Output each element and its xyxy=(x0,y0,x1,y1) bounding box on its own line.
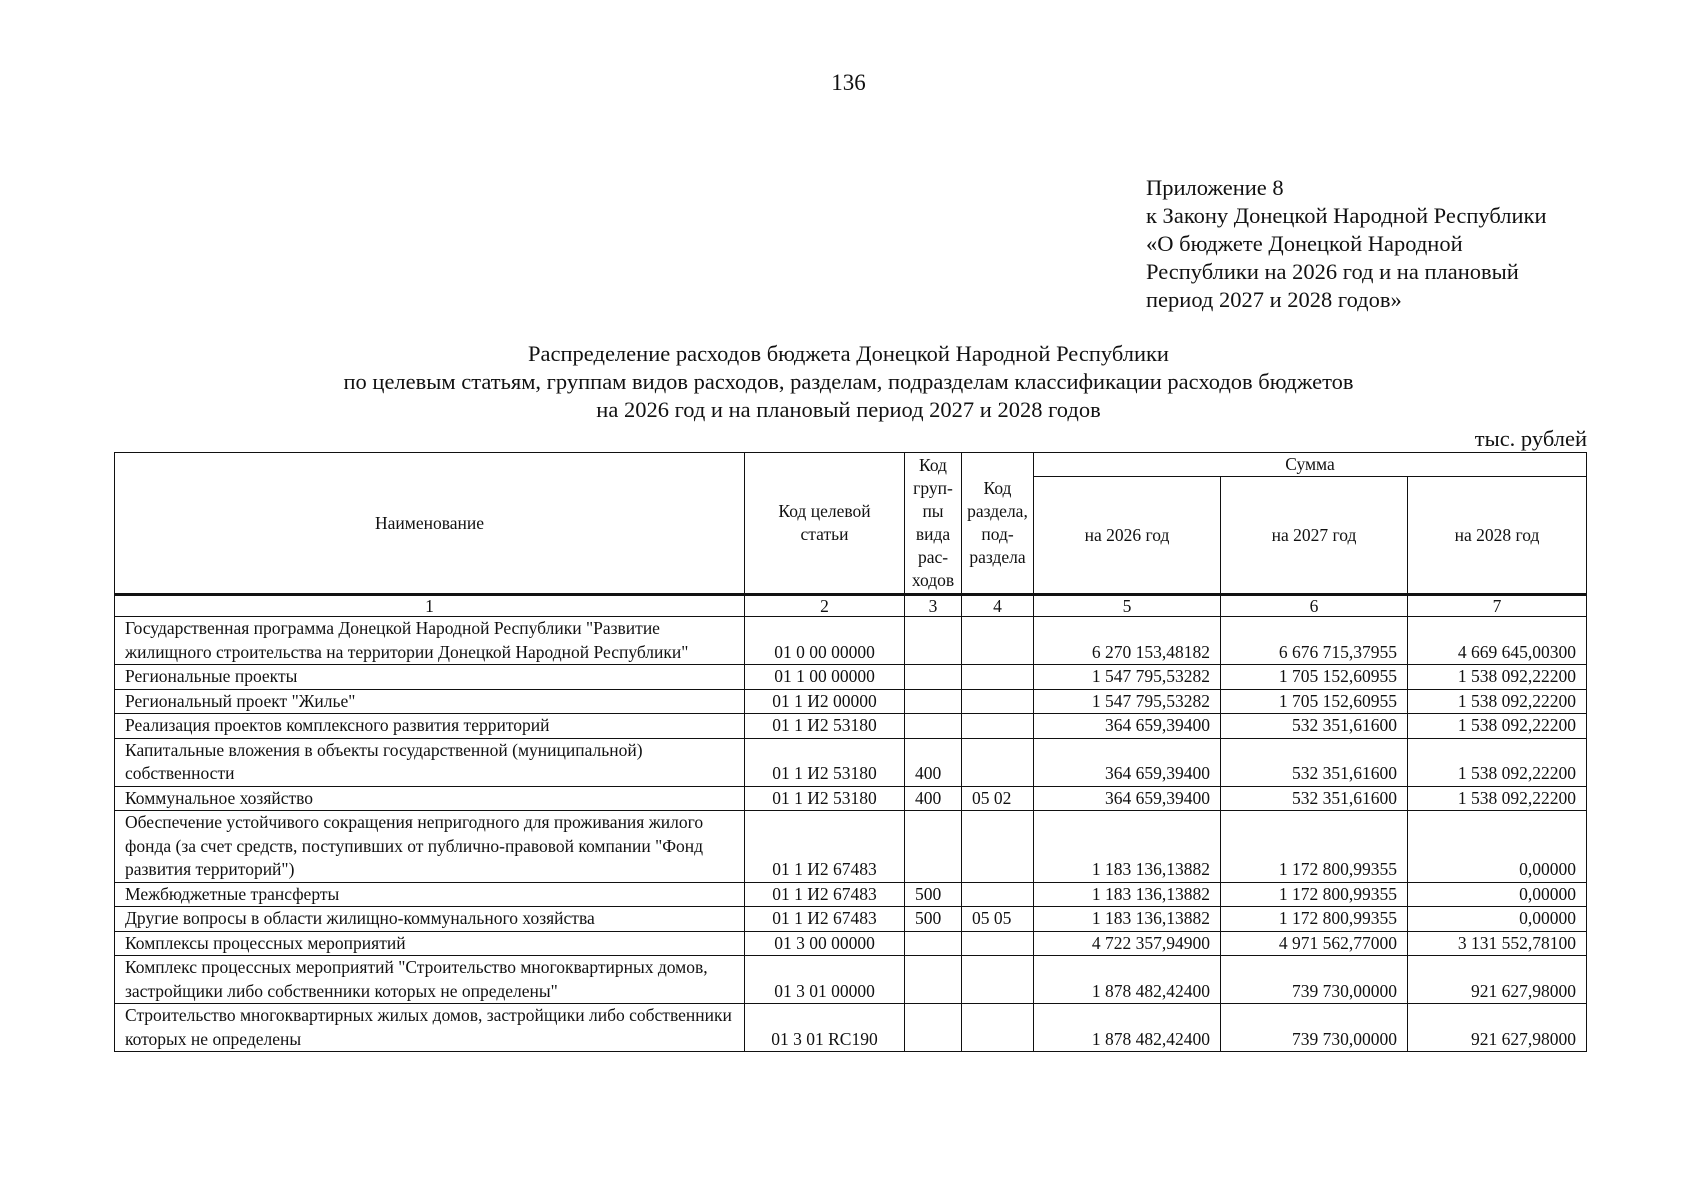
row-group-code: 400 xyxy=(905,738,962,786)
row-amount-2026: 364 659,39400 xyxy=(1034,714,1221,739)
row-amount-2028: 0,00000 xyxy=(1408,882,1587,907)
column-number: 3 xyxy=(905,595,962,617)
title-line: Распределение расходов бюджета Донецкой Народной Республики xyxy=(528,341,1169,366)
row-section-code xyxy=(962,738,1034,786)
row-amount-2028: 4 669 645,00300 xyxy=(1408,617,1587,665)
appendix-line: период 2027 и 2028 годов» xyxy=(1146,287,1402,312)
header-name: Наименование xyxy=(115,453,745,595)
row-group-code: 500 xyxy=(905,907,962,932)
row-section-code xyxy=(962,1004,1034,1052)
row-section-code xyxy=(962,714,1034,739)
row-amount-2028: 1 538 092,22200 xyxy=(1408,738,1587,786)
budget-table xyxy=(114,452,1587,1052)
row-amount-2026: 1 547 795,53282 xyxy=(1034,665,1221,690)
row-target-code: 01 3 01 RC190 xyxy=(745,1004,905,1052)
row-name: Комплексы процессных мероприятий xyxy=(115,931,745,956)
row-amount-2027: 6 676 715,37955 xyxy=(1221,617,1408,665)
row-group-code xyxy=(905,811,962,883)
header-year-2026: на 2026 год xyxy=(1034,477,1221,595)
table-row xyxy=(115,714,1587,739)
row-target-code: 01 1 00 00000 xyxy=(745,665,905,690)
row-amount-2026: 364 659,39400 xyxy=(1034,738,1221,786)
row-group-code xyxy=(905,1004,962,1052)
row-target-code: 01 1 И2 53180 xyxy=(745,714,905,739)
row-amount-2026: 6 270 153,48182 xyxy=(1034,617,1221,665)
header-year-2028: на 2028 год xyxy=(1408,477,1587,595)
table-row xyxy=(115,689,1587,714)
row-target-code: 01 1 И2 53180 xyxy=(745,786,905,811)
table-row xyxy=(115,882,1587,907)
row-group-code xyxy=(905,931,962,956)
row-amount-2028: 1 538 092,22200 xyxy=(1408,689,1587,714)
table-row xyxy=(115,907,1587,932)
table-row xyxy=(115,786,1587,811)
row-amount-2027: 4 971 562,77000 xyxy=(1221,931,1408,956)
row-amount-2028: 3 131 552,78100 xyxy=(1408,931,1587,956)
row-name: Межбюджетные трансферты xyxy=(115,882,745,907)
row-target-code: 01 3 01 00000 xyxy=(745,956,905,1004)
row-amount-2027: 739 730,00000 xyxy=(1221,956,1408,1004)
row-section-code xyxy=(962,956,1034,1004)
row-amount-2027: 1 705 152,60955 xyxy=(1221,689,1408,714)
row-name: Другие вопросы в области жилищно-коммунального хозяйства xyxy=(115,907,745,932)
row-target-code: 01 1 И2 00000 xyxy=(745,689,905,714)
row-amount-2026: 1 183 136,13882 xyxy=(1034,907,1221,932)
appendix-line: «О бюджете Донецкой Народной xyxy=(1146,231,1463,256)
row-name: Капитальные вложения в объекты государственной (муниципальной) собственности xyxy=(115,738,745,786)
page-number: 136 xyxy=(831,70,866,95)
row-amount-2027: 1 172 800,99355 xyxy=(1221,811,1408,883)
header-sum: Сумма xyxy=(1034,453,1587,477)
row-section-code xyxy=(962,882,1034,907)
title-line: по целевым статьям, группам видов расходов, разделам, подразделам классификации расходов бюджетов xyxy=(343,369,1354,394)
row-amount-2028: 1 538 092,22200 xyxy=(1408,665,1587,690)
row-name: Обеспечение устойчивого сокращения непригодного для проживания жилого фонда (за счет средств, поступивших от публично-правовой компании "Фонд развития территорий") xyxy=(115,811,745,883)
row-amount-2026: 1 878 482,42400 xyxy=(1034,956,1221,1004)
row-amount-2028: 921 627,98000 xyxy=(1408,1004,1587,1052)
appendix-line: Республики на 2026 год и на плановый xyxy=(1146,259,1519,284)
row-amount-2028: 1 538 092,22200 xyxy=(1408,714,1587,739)
row-section-code xyxy=(962,931,1034,956)
row-amount-2027: 739 730,00000 xyxy=(1221,1004,1408,1052)
row-name: Строительство многоквартирных жилых домов, застройщики либо собственники которых не определены xyxy=(115,1004,745,1052)
row-target-code: 01 1 И2 67483 xyxy=(745,882,905,907)
appendix-line: Приложение 8 xyxy=(1146,175,1284,200)
row-amount-2026: 1 183 136,13882 xyxy=(1034,882,1221,907)
row-amount-2028: 921 627,98000 xyxy=(1408,956,1587,1004)
row-section-code xyxy=(962,665,1034,690)
row-target-code: 01 1 И2 67483 xyxy=(745,811,905,883)
row-group-code xyxy=(905,617,962,665)
column-number: 6 xyxy=(1221,595,1408,617)
table-row xyxy=(115,665,1587,690)
row-amount-2028: 0,00000 xyxy=(1408,811,1587,883)
column-number: 5 xyxy=(1034,595,1221,617)
row-amount-2026: 364 659,39400 xyxy=(1034,786,1221,811)
header-target-code: Код целевой статьи xyxy=(745,453,905,595)
row-name: Комплекс процессных мероприятий "Строительство многоквартирных домов, застройщики либо собственники которых не определены" xyxy=(115,956,745,1004)
header-section-code: Код раздела, под-раздела xyxy=(962,453,1034,595)
row-amount-2027: 532 351,61600 xyxy=(1221,714,1408,739)
row-section-code xyxy=(962,689,1034,714)
appendix-note xyxy=(1146,174,1666,314)
row-amount-2026: 1 547 795,53282 xyxy=(1034,689,1221,714)
row-group-code xyxy=(905,689,962,714)
table-row xyxy=(115,956,1587,1004)
row-amount-2026: 4 722 357,94900 xyxy=(1034,931,1221,956)
row-section-code: 05 02 xyxy=(962,786,1034,811)
row-group-code: 400 xyxy=(905,786,962,811)
row-group-code xyxy=(905,956,962,1004)
row-group-code: 500 xyxy=(905,882,962,907)
row-name: Региональный проект "Жилье" xyxy=(115,689,745,714)
row-section-code: 05 05 xyxy=(962,907,1034,932)
row-name: Государственная программа Донецкой Народной Республики "Развитие жилищного строительства на территории Донецкой Народной Республики" xyxy=(115,617,745,665)
table-row xyxy=(115,811,1587,883)
row-amount-2026: 1 183 136,13882 xyxy=(1034,811,1221,883)
appendix-line: к Закону Донецкой Народной Республики xyxy=(1146,203,1547,228)
row-section-code xyxy=(962,617,1034,665)
row-name: Коммунальное хозяйство xyxy=(115,786,745,811)
row-section-code xyxy=(962,811,1034,883)
row-amount-2028: 0,00000 xyxy=(1408,907,1587,932)
row-name: Реализация проектов комплексного развития территорий xyxy=(115,714,745,739)
units-label: тыс. рублей xyxy=(1474,426,1587,451)
table-row xyxy=(115,738,1587,786)
row-amount-2027: 532 351,61600 xyxy=(1221,738,1408,786)
column-number: 1 xyxy=(115,595,745,617)
row-amount-2027: 532 351,61600 xyxy=(1221,786,1408,811)
column-number: 7 xyxy=(1408,595,1587,617)
row-target-code: 01 1 И2 53180 xyxy=(745,738,905,786)
row-target-code: 01 3 00 00000 xyxy=(745,931,905,956)
row-group-code xyxy=(905,665,962,690)
table-row xyxy=(115,617,1587,665)
table-row xyxy=(115,931,1587,956)
row-amount-2027: 1 705 152,60955 xyxy=(1221,665,1408,690)
column-number: 4 xyxy=(962,595,1034,617)
row-target-code: 01 1 И2 67483 xyxy=(745,907,905,932)
row-name: Региональные проекты xyxy=(115,665,745,690)
row-target-code: 01 0 00 00000 xyxy=(745,617,905,665)
row-amount-2028: 1 538 092,22200 xyxy=(1408,786,1587,811)
row-amount-2026: 1 878 482,42400 xyxy=(1034,1004,1221,1052)
document-title xyxy=(0,340,1697,424)
header-group-code: Код груп-пы вида рас-ходов xyxy=(905,453,962,595)
row-group-code xyxy=(905,714,962,739)
row-amount-2027: 1 172 800,99355 xyxy=(1221,907,1408,932)
header-year-2027: на 2027 год xyxy=(1221,477,1408,595)
row-amount-2027: 1 172 800,99355 xyxy=(1221,882,1408,907)
table-row xyxy=(115,1004,1587,1052)
column-number: 2 xyxy=(745,595,905,617)
title-line: на 2026 год и на плановый период 2027 и 2028 годов xyxy=(596,397,1101,422)
